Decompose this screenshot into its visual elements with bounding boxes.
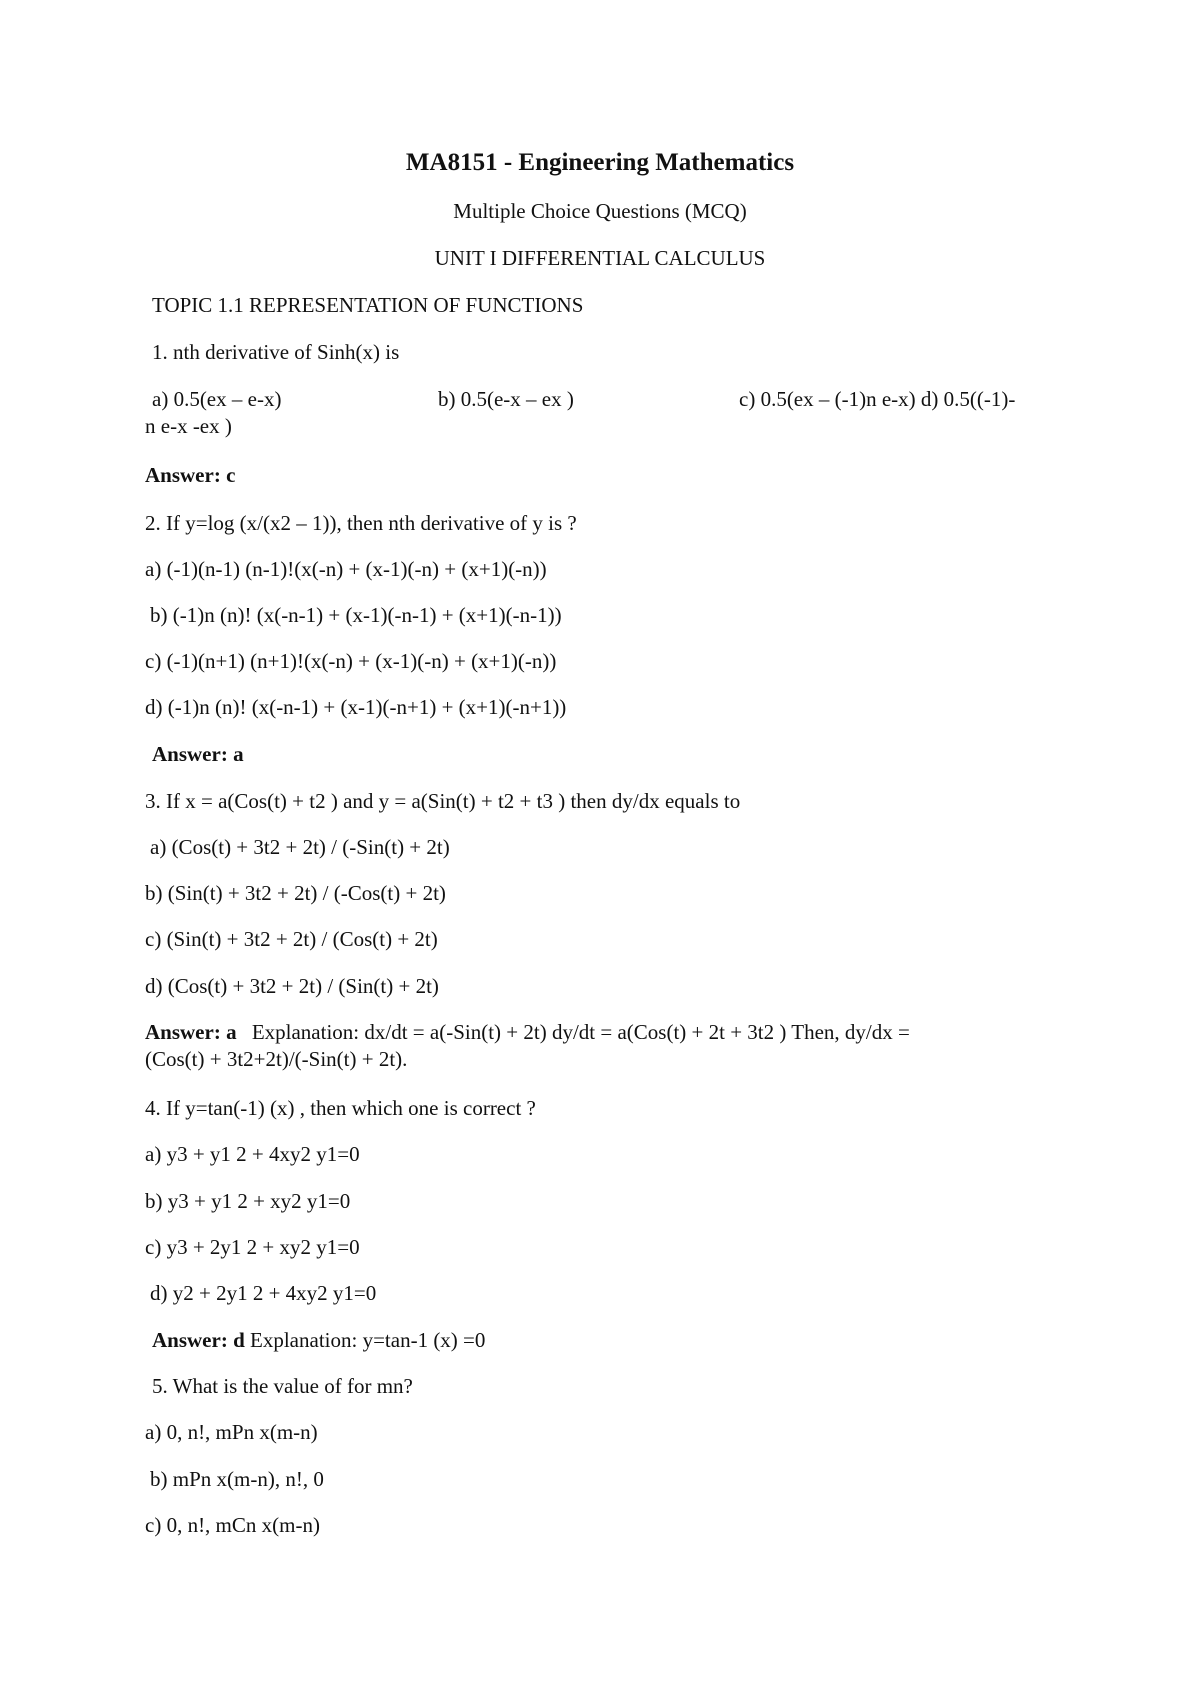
q5-option-c: c) 0, n!, mCn x(m-n) [145,1513,320,1537]
document-title: MA8151 - Engineering Mathematics [405,149,795,176]
q4-explanation: Explanation: y=tan-1 (x) =0 [250,1328,486,1352]
q2-option-b: b) (-1)n (n)! (x(-n-1) + (x-1)(-n-1) + (x+1)(-n-1)) [150,603,562,627]
answer-value: d [233,1328,245,1352]
answer-label: Answer: [145,1020,221,1044]
q5-question: 5. What is the value of for mn? [152,1374,413,1398]
answer-label: Answer: [152,742,228,766]
q3-explanation-continued: (Cos(t) + 3t2+2t)/(-Sin(t) + 2t). [145,1047,408,1071]
q2-question: 2. If y=log (x/(x2 – 1)), then nth derivative of y is ? [145,511,577,535]
answer-value: a [233,742,244,766]
q3-option-a: a) (Cos(t) + 3t2 + 2t) / (-Sin(t) + 2t) [150,835,450,859]
q3-question: 3. If x = a(Cos(t) + t2 ) and y = a(Sin(t) + t2 + t3 ) then dy/dx equals to [145,789,741,813]
q3-option-d: d) (Cos(t) + 3t2 + 2t) / (Sin(t) + 2t) [145,974,439,998]
q5-option-b: b) mPn x(m-n), n!, 0 [150,1467,324,1491]
q3-option-b: b) (Sin(t) + 3t2 + 2t) / (-Cos(t) + 2t) [145,881,446,905]
q1-question: 1. nth derivative of Sinh(x) is [152,340,400,364]
q1-option-b: b) 0.5(e-x – ex ) [438,387,574,411]
q4-question: 4. If y=tan(-1) (x) , then which one is correct ? [145,1096,536,1120]
q1-option-a: a) 0.5(ex – e-x) [152,387,282,411]
q1-option-cd: c) 0.5(ex – (-1)n e-x) d) 0.5((-1)- [739,387,1016,411]
unit-heading: UNIT I DIFFERENTIAL CALCULUS [434,246,766,270]
q3-option-c: c) (Sin(t) + 3t2 + 2t) / (Cos(t) + 2t) [145,927,438,951]
q4-option-c: c) y3 + 2y1 2 + xy2 y1=0 [145,1235,360,1259]
answer-label: Answer: [145,463,221,487]
q5-option-a: a) 0, n!, mPn x(m-n) [145,1420,318,1444]
q4-option-a: a) y3 + y1 2 + 4xy2 y1=0 [145,1142,360,1166]
q4-answer [152,1327,485,1353]
answer-label: Answer: [152,1328,228,1352]
q3-explanation: Explanation: dx/dt = a(-Sin(t) + 2t) dy/dt = a(Cos(t) + 2t + 3t2 ) Then, dy/dx = [251,1020,910,1044]
answer-value: c [226,463,236,487]
q1-option-cd-continued: n e-x -ex ) [145,414,232,438]
q4-option-d: d) y2 + 2y1 2 + 4xy2 y1=0 [150,1281,377,1305]
q1-answer [145,462,235,488]
q2-option-c: c) (-1)(n+1) (n+1)!(x(-n) + (x-1)(-n) + (x+1)(-n)) [145,649,557,673]
topic-heading: TOPIC 1.1 REPRESENTATION OF FUNCTIONS [152,293,584,317]
document-subtitle: Multiple Choice Questions (MCQ) [453,199,747,223]
q2-option-a: a) (-1)(n-1) (n-1)!(x(-n) + (x-1)(-n) + (x+1)(-n)) [145,557,547,581]
answer-value: a [226,1020,237,1044]
q3-answer [145,1019,910,1045]
q2-answer [152,741,244,767]
q4-option-b: b) y3 + y1 2 + xy2 y1=0 [145,1189,351,1213]
q2-option-d: d) (-1)n (n)! (x(-n-1) + (x-1)(-n+1) + (x+1)(-n+1)) [145,695,567,719]
